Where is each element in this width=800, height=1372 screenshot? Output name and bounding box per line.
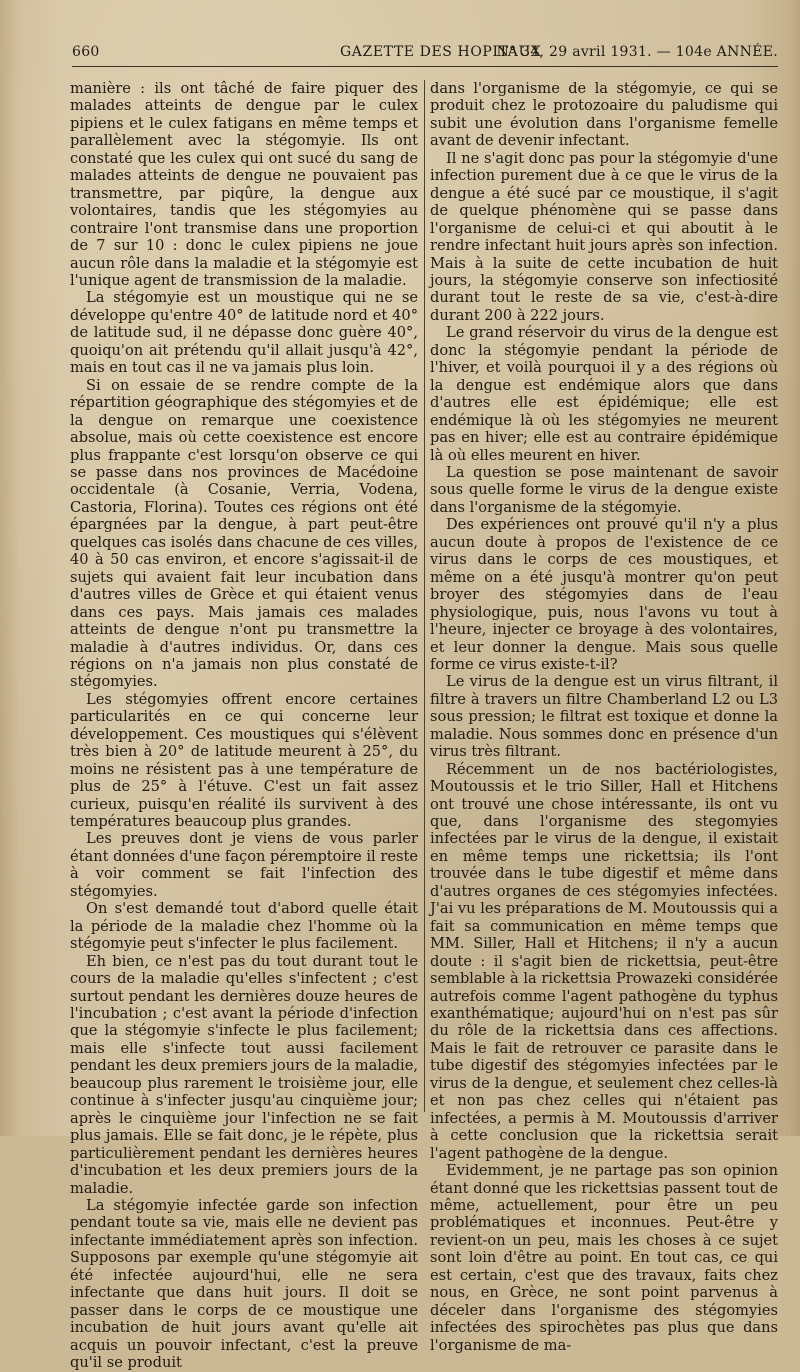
left-column	[70, 80, 418, 1372]
paragraph: On s'est demandé tout d'abord quelle était la période de la maladie chez l'homme où la stégomyie peut s'infecter le plus facilement.	[70, 900, 418, 953]
issue-info: N° 34, 29 avril 1931. — 104e ANNÉE.	[496, 44, 778, 60]
paragraph: Les preuves dont je viens de vous parler étant données d'une façon péremptoire il reste à voir comment se fait l'infection des stégomyies.	[70, 830, 418, 900]
page-number: 660	[72, 44, 100, 60]
paragraph: dans l'organisme de la stégomyie, ce qui se produit chez le protozoaire du paludisme qui subit une évolution dans l'organisme femelle avant de devenir infectant.	[430, 80, 778, 150]
paragraph: Récemment un de nos bactériologistes, Moutoussis et le trio Siller, Hall et Hitchens ont trouvé une chose intéressante, ils ont vu que, dans l'organisme des stegomyies infectées par le virus de la dengue, il existait en même temps une rickettsia; ils l'ont trouvée dans le tube digestif et même dans d'autres organes de ces stégomyies infectées. J'ai vu les préparations de M. Moutoussis qui a fait sa communication en même temps que MM. Siller, Hall et Hitchens; il n'y a aucun doute : il s'agit bien de rickettsia, peut-être semblable à la rickettsia Prowazeki considérée autrefois comme l'agent pathogène du typhus exanthématique; aujourd'hui on n'est pas sûr du rôle de la rickettsia dans ces affections. Mais le fait de retrouver ce parasite dans le tube digestif des stégomyies infectées par le virus de la dengue, et seulement chez celles-là et non pas chez celles qui n'étaient pas infectées, a permis à M. Moutoussis d'arriver à cette conclusion que la rickettsia serait l'agent pathogène de la dengue.	[430, 760, 778, 1162]
paragraph: Si on essaie de se rendre compte de la répartition géographique des stégomyies et de la dengue on remarque une coexistence absolue, mais où cette coexistence est encore plus frappante c'est lorsqu'on observe ce qui se passe dans nos provinces de Macédoine occidentale (à Cosanie, Verria, Vodena, Castoria, Florina). Toutes ces régions ont été épargnées par la dengue, à part peut-être quelques cas isolés dans chacune de ces villes, 40 à 50 cas environ, et encore s'agissait-il de sujets qui avaient fait leur incubation dans d'autres villes de Grèce et qui étaient venus dans ces pays. Mais jamais ces malades atteints de dengue n'ont pu transmettre la maladie à d'autres individus. Or, dans ces régions on n'a jamais non plus constaté de stégomyies.	[70, 376, 418, 691]
paragraph: Les stégomyies offrent encore certaines particularités en ce qui concerne leur développement. Ces moustiques qui s'élèvent très bien à 20° de latitude meurent à 25°, du moins ne résistent pas à une température de plus de 25° à l'étuve. C'est un fait assez curieux, puisqu'en réalité ils survivent à des températures beaucoup plus grandes.	[70, 690, 418, 831]
paragraph: La stégomyie infectée garde son infection pendant toute sa vie, mais elle ne devient pas infectante immédiatement après son infection. Supposons par exemple qu'une stégomyie ait été infectée aujourd'hui, elle ne sera infectante que dans huit jours. Il doit se passer dans le corps de ce moustique une incubation de huit jours avant qu'elle ait acquis un pouvoir infectant, c'est la preuve qu'il se produit	[70, 1197, 418, 1372]
header-rule	[72, 66, 778, 68]
paragraph: Le virus de la dengue est un virus filtrant, il filtre à travers un filtre Chamberland L2 ou L3 sous pression; le filtrat est toxique et donne la maladie. Nous sommes donc en présence d'un virus très filtrant.	[430, 673, 778, 761]
paragraph: La stégomyie est un moustique qui ne se développe qu'entre 40° de latitude nord et 40° de latitude sud, il ne dépasse donc guère 40°, quoiqu'on ait prétendu qu'il allait jusqu'à 42°, mais en tout cas il ne va jamais plus loin.	[70, 289, 418, 377]
paragraph: Le grand réservoir du virus de la dengue est donc la stégomyie pendant la période de l'hiver, et voilà pourquoi il y a des régions où la dengue est endémique alors que dans d'autres elle est épidémique; elle est endémique là où les stégomyies ne meurent pas en hiver; elle est au contraire épidémique là où elles meurent en hiver.	[430, 324, 778, 464]
journal-title: GAZETTE DES HOPITAUX	[340, 44, 542, 60]
paragraph: Evidemment, je ne partage pas son opinion étant donné que les rickettsias passent tout de même, actuellement, pour être un peu problématiques et inconnues. Peut-être y revient-on un peu, mais les choses à ce sujet sont loin d'être au point. En tout cas, ce qui est certain, c'est que des travaux, faits chez nous, en Grèce, ne sont point parvenus à déceler dans l'organisme des stégomyies infectées des spirochètes pas plus que dans l'organisme de ma-	[430, 1162, 778, 1354]
paragraph: La question se pose maintenant de savoir sous quelle forme le virus de la dengue existe dans l'organisme de la stégomyie.	[430, 463, 778, 516]
running-header	[72, 44, 778, 66]
column-divider	[424, 80, 425, 1112]
paragraph: Des expériences ont prouvé qu'il n'y a plus aucun doute à propos de l'existence de ce virus dans le corps de ces moustiques, et même on a été jusqu'à montrer qu'on peut broyer des stégomyies dans de l'eau physiologique, puis, nous l'avons vu tout à l'heure, injecter ce broyage à des volontaires, et leur donner la dengue. Mais sous quelle forme ce virus existe-t-il?	[430, 516, 778, 673]
paragraph: Eh bien, ce n'est pas du tout durant tout le cours de la maladie qu'elles s'infectent ; c'est surtout pendant les dernières douze heures de l'incubation ; c'est avant la période d'infection que la stégomyie s'infecte le plus facilement; mais elle s'infecte tout aussi facilement pendant les deux premiers jours de la maladie, beaucoup plus rarement le troisième jour, elle continue à s'infecter jusqu'au cinquième jour; après le cinquième jour l'infection ne se fait plus jamais. Elle se fait donc, je le répète, plus particulièrement pendant les dernières heures d'incubation et les deux premiers jours de la maladie.	[70, 952, 418, 1197]
right-column	[430, 80, 778, 1354]
paragraph: manière : ils ont tâché de faire piquer des malades atteints de dengue par le culex pipiens et le culex fatigans en même temps et parallèlement avec la stégomyie. Ils ont constaté que les culex qui ont sucé du sang de malades atteints de dengue ne pouvaient pas transmettre, par piqûre, la dengue aux volontaires, tandis que les stégomyies au contraire l'ont transmise dans une proportion de 7 sur 10 : donc le culex pipiens ne joue aucun rôle dans la maladie et la stégomyie est l'unique agent de transmission de la maladie.	[70, 80, 418, 289]
paragraph: Il ne s'agit donc pas pour la stégomyie d'une infection purement due à ce que le virus de la dengue a été sucé par ce moustique, il s'agit de quelque phénomène qui se passe dans l'organisme de celui-ci et qui aboutit à le rendre infectant huit jours après son infection. Mais à la suite de cette incubation de huit jours, la stégomyie conserve son infectiosité durant tout le reste de sa vie, c'est-à-dire durant 200 à 222 jours.	[430, 149, 778, 324]
